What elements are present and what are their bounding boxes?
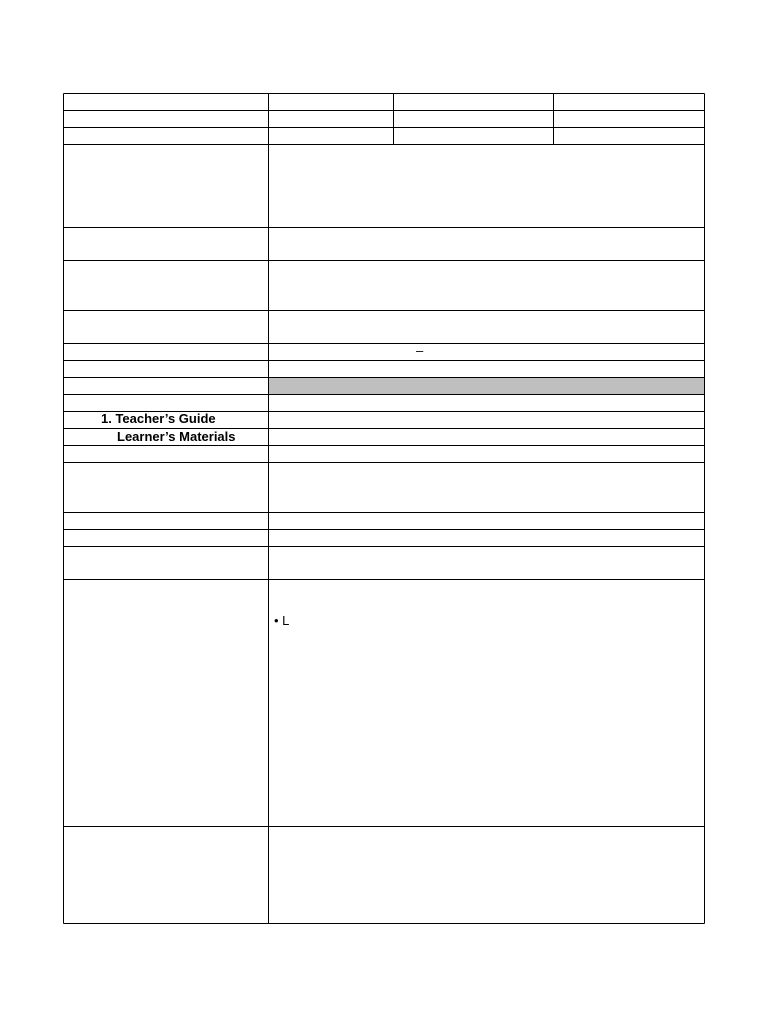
teachers-guide-label: 1. Teacher’s Guide [101,411,216,426]
dash-mark: – [416,343,424,358]
bullet-item: • L [274,613,290,628]
learners-materials-label: Learner’s Materials [117,429,236,444]
shaded-cell [269,378,705,395]
